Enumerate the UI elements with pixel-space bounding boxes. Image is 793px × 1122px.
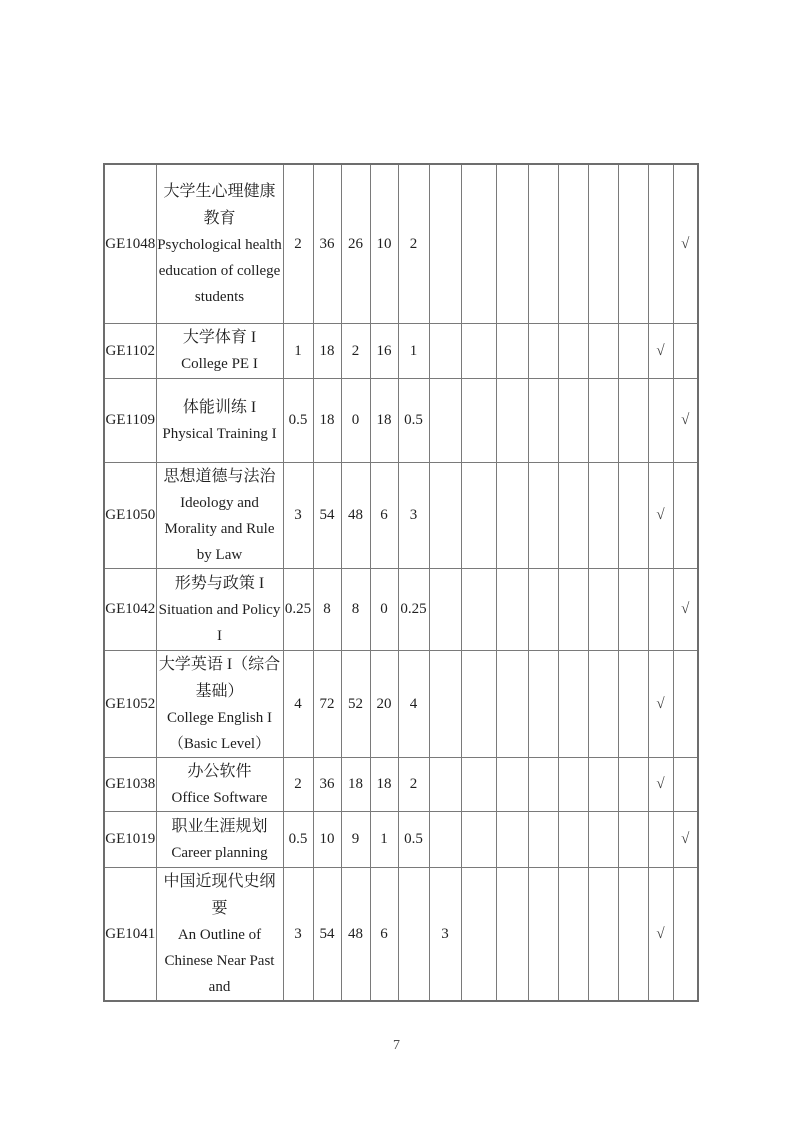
value-cell <box>618 757 648 811</box>
checkmark-cell: √ <box>673 378 698 462</box>
value-cell <box>588 811 618 867</box>
value-cell <box>648 811 673 867</box>
value-cell: 26 <box>341 164 370 323</box>
course-name-cell <box>156 462 283 568</box>
course-name-english: Physical Training I <box>162 425 277 442</box>
value-cell: 2 <box>341 323 370 378</box>
course-name-chinese: 大学体育 I <box>182 329 257 346</box>
value-cell: 3 <box>398 462 429 568</box>
value-cell <box>618 462 648 568</box>
course-name-cell <box>156 867 283 1001</box>
value-cell: 3 <box>283 867 313 1001</box>
value-cell <box>496 323 528 378</box>
value-cell: 0.25 <box>283 568 313 650</box>
value-cell: 1 <box>283 323 313 378</box>
value-cell <box>588 650 618 757</box>
course-table <box>103 163 699 1002</box>
value-cell <box>429 757 461 811</box>
course-name-chinese: 大学英语 I（综合基础） <box>158 655 281 700</box>
value-cell: 4 <box>398 650 429 757</box>
value-cell: 10 <box>313 811 341 867</box>
table-row <box>104 378 698 462</box>
value-cell: 0 <box>341 378 370 462</box>
value-cell <box>673 867 698 1001</box>
value-cell <box>528 323 558 378</box>
course-name-english: Ideology and Morality and Rule by Law <box>164 494 275 563</box>
value-cell <box>429 811 461 867</box>
course-name-english: College PE I <box>181 356 258 372</box>
course-name-cell <box>156 323 283 378</box>
value-cell <box>429 568 461 650</box>
value-cell: 0.25 <box>398 568 429 650</box>
value-cell: 36 <box>313 164 341 323</box>
value-cell <box>429 378 461 462</box>
course-code-cell: GE1041 <box>104 867 156 1001</box>
value-cell: 8 <box>341 568 370 650</box>
value-cell: 0.5 <box>398 811 429 867</box>
course-name-english: College English I（Basic Level） <box>167 709 272 752</box>
course-name-cell <box>156 164 283 323</box>
checkmark-cell: √ <box>648 462 673 568</box>
course-name-english: Office Software <box>171 789 268 806</box>
course-name-chinese: 办公软件 <box>187 762 252 780</box>
value-cell <box>461 462 496 568</box>
course-code-cell: GE1109 <box>104 378 156 462</box>
value-cell <box>588 757 618 811</box>
value-cell <box>588 164 618 323</box>
value-cell: 0.5 <box>398 378 429 462</box>
course-name-cell <box>156 568 283 650</box>
value-cell: 3 <box>283 462 313 568</box>
value-cell <box>429 323 461 378</box>
checkmark-cell: √ <box>648 757 673 811</box>
value-cell: 0.5 <box>283 378 313 462</box>
value-cell <box>673 462 698 568</box>
course-table-body <box>104 164 698 1001</box>
value-cell <box>558 462 588 568</box>
value-cell <box>496 462 528 568</box>
value-cell: 10 <box>370 164 398 323</box>
course-code-cell: GE1052 <box>104 650 156 757</box>
value-cell <box>496 568 528 650</box>
checkmark-cell: √ <box>673 568 698 650</box>
checkmark-cell: √ <box>648 323 673 378</box>
course-name-chinese: 思想道德与法治 <box>163 467 276 485</box>
value-cell <box>618 867 648 1001</box>
value-cell <box>461 164 496 323</box>
value-cell <box>528 867 558 1001</box>
value-cell <box>618 811 648 867</box>
value-cell: 0 <box>370 568 398 650</box>
value-cell: 48 <box>341 462 370 568</box>
value-cell: 36 <box>313 757 341 811</box>
value-cell <box>429 650 461 757</box>
checkmark-cell: √ <box>648 650 673 757</box>
value-cell <box>528 757 558 811</box>
course-name-cell <box>156 378 283 462</box>
course-name-chinese: 体能训练 I <box>182 398 257 416</box>
value-cell: 20 <box>370 650 398 757</box>
value-cell <box>673 650 698 757</box>
course-code-cell: GE1038 <box>104 757 156 811</box>
course-name-english: An Outline of Chinese Near Past and <box>164 926 275 995</box>
value-cell <box>618 650 648 757</box>
checkmark-cell: √ <box>673 811 698 867</box>
value-cell: 1 <box>370 811 398 867</box>
value-cell <box>429 462 461 568</box>
value-cell <box>558 378 588 462</box>
value-cell <box>588 378 618 462</box>
value-cell <box>398 867 429 1001</box>
value-cell <box>618 378 648 462</box>
course-name-chinese: 形势与政策 I <box>174 574 265 592</box>
value-cell <box>461 867 496 1001</box>
course-name-chinese: 大学生心理健康教育 <box>163 182 276 227</box>
table-row <box>104 323 698 378</box>
table-row <box>104 568 698 650</box>
value-cell <box>588 568 618 650</box>
value-cell: 54 <box>313 867 341 1001</box>
value-cell <box>461 650 496 757</box>
value-cell <box>429 164 461 323</box>
value-cell <box>588 323 618 378</box>
course-code-cell: GE1102 <box>104 323 156 378</box>
checkmark-cell: √ <box>648 867 673 1001</box>
course-name-cell <box>156 650 283 757</box>
value-cell <box>528 811 558 867</box>
value-cell: 18 <box>370 757 398 811</box>
value-cell <box>461 757 496 811</box>
course-name-english: Psychological health education of college students <box>157 236 282 305</box>
value-cell: 6 <box>370 867 398 1001</box>
value-cell <box>461 378 496 462</box>
value-cell <box>648 378 673 462</box>
value-cell <box>648 164 673 323</box>
course-name-cell <box>156 811 283 867</box>
value-cell <box>528 164 558 323</box>
value-cell: 18 <box>313 378 341 462</box>
value-cell: 8 <box>313 568 341 650</box>
table-row <box>104 650 698 757</box>
value-cell <box>528 568 558 650</box>
value-cell <box>528 650 558 757</box>
course-name-english: Situation and Policy I <box>158 601 281 644</box>
value-cell <box>673 757 698 811</box>
value-cell <box>461 323 496 378</box>
value-cell <box>496 811 528 867</box>
value-cell <box>588 462 618 568</box>
value-cell: 54 <box>313 462 341 568</box>
value-cell: 0.5 <box>283 811 313 867</box>
value-cell <box>673 323 698 378</box>
value-cell <box>461 811 496 867</box>
value-cell <box>588 867 618 1001</box>
value-cell <box>528 378 558 462</box>
value-cell <box>558 650 588 757</box>
value-cell <box>558 757 588 811</box>
value-cell <box>496 650 528 757</box>
value-cell: 52 <box>341 650 370 757</box>
value-cell <box>496 757 528 811</box>
value-cell <box>558 323 588 378</box>
value-cell <box>558 811 588 867</box>
value-cell: 1 <box>398 323 429 378</box>
value-cell: 6 <box>370 462 398 568</box>
value-cell <box>648 568 673 650</box>
value-cell <box>558 568 588 650</box>
checkmark-cell: √ <box>673 164 698 323</box>
value-cell: 9 <box>341 811 370 867</box>
table-row <box>104 757 698 811</box>
course-code-cell: GE1048 <box>104 164 156 323</box>
table-row <box>104 164 698 323</box>
value-cell <box>528 462 558 568</box>
course-name-cell <box>156 757 283 811</box>
table-row <box>104 867 698 1001</box>
value-cell: 72 <box>313 650 341 757</box>
value-cell: 2 <box>398 164 429 323</box>
value-cell <box>496 867 528 1001</box>
value-cell: 18 <box>370 378 398 462</box>
value-cell <box>461 568 496 650</box>
course-code-cell: GE1050 <box>104 462 156 568</box>
value-cell <box>618 164 648 323</box>
value-cell <box>618 568 648 650</box>
value-cell <box>496 378 528 462</box>
course-code-cell: GE1042 <box>104 568 156 650</box>
value-cell: 2 <box>283 164 313 323</box>
value-cell: 18 <box>313 323 341 378</box>
course-code-cell: GE1019 <box>104 811 156 867</box>
value-cell: 18 <box>341 757 370 811</box>
course-name-chinese: 职业生涯规划 <box>171 817 268 835</box>
value-cell <box>558 867 588 1001</box>
value-cell: 2 <box>283 757 313 811</box>
value-cell: 4 <box>283 650 313 757</box>
course-name-chinese: 中国近现代史纲要 <box>163 872 276 917</box>
value-cell: 3 <box>429 867 461 1001</box>
table-row <box>104 462 698 568</box>
value-cell: 48 <box>341 867 370 1001</box>
value-cell: 2 <box>398 757 429 811</box>
value-cell: 16 <box>370 323 398 378</box>
table-row <box>104 811 698 867</box>
value-cell <box>618 323 648 378</box>
value-cell <box>496 164 528 323</box>
course-name-english: Career planning <box>171 844 268 861</box>
value-cell <box>558 164 588 323</box>
page-number: 7 <box>393 1038 400 1053</box>
